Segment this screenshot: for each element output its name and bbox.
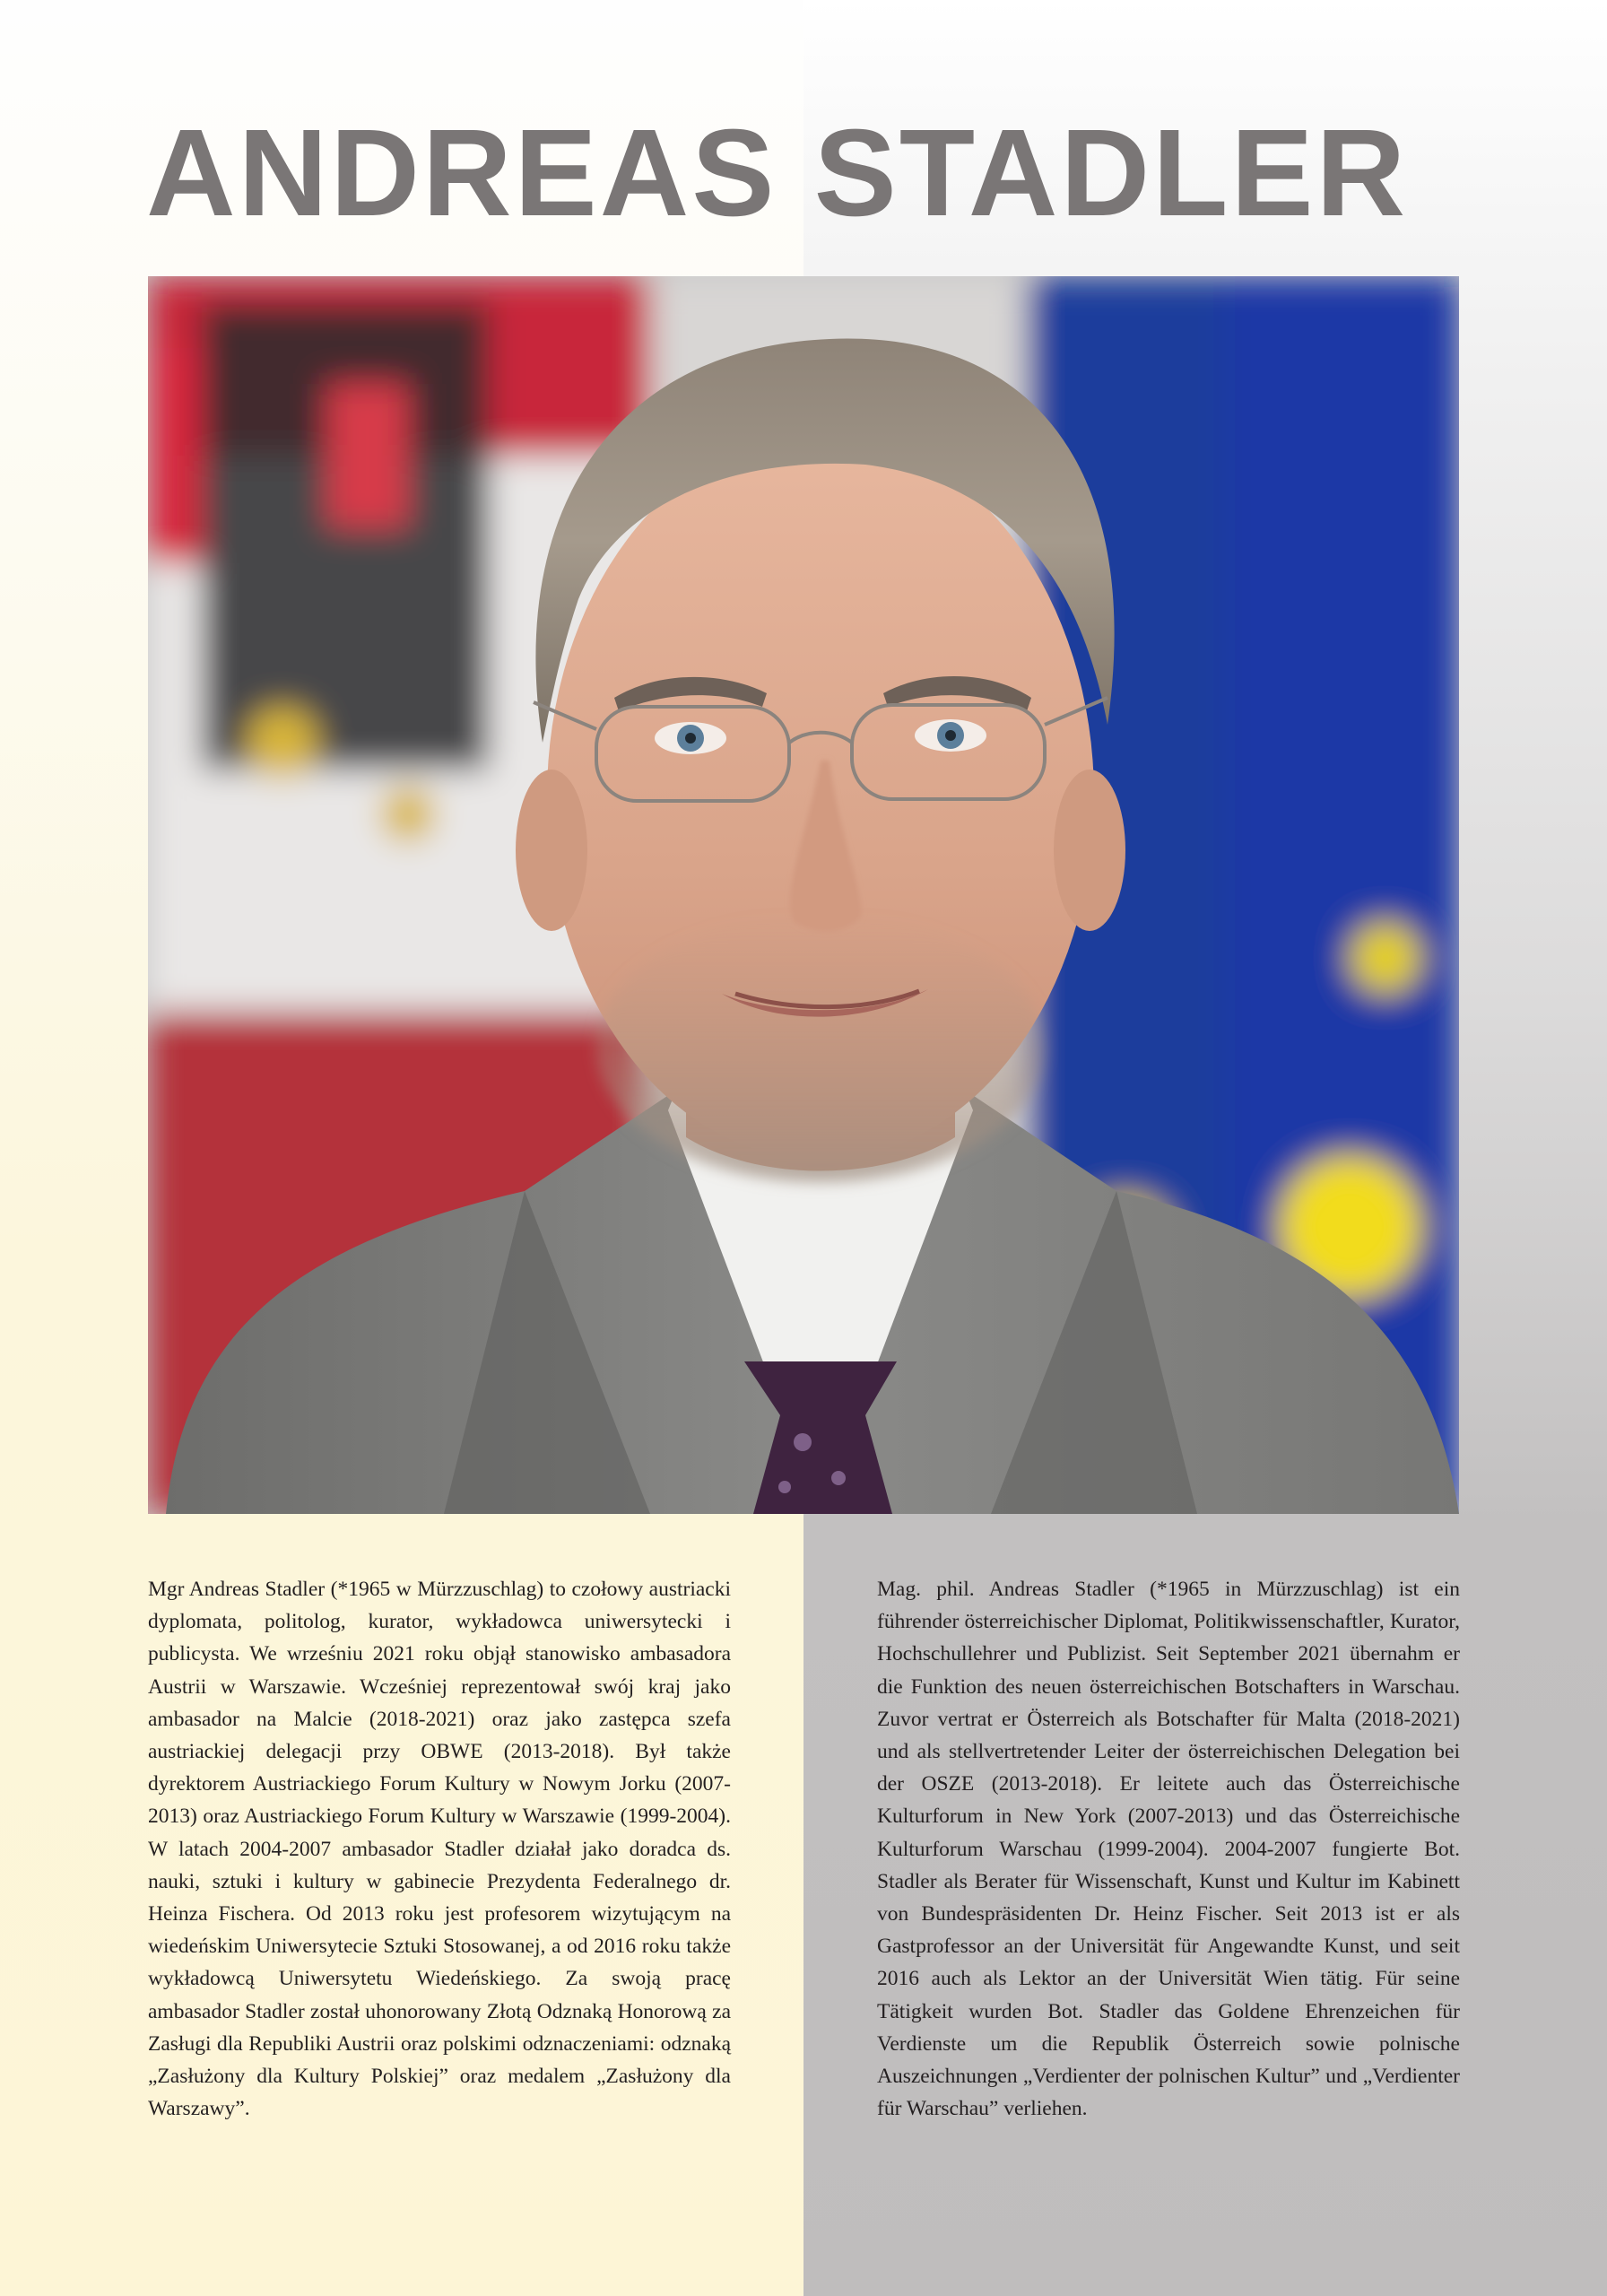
bio-text-polish: Mgr Andreas Stadler (*1965 w Mürzzuschlag) to czołowy austriacki dyplomata, politolog, kurator, wykładowca uniwersytecki i publicysta. We wrześniu 2021 roku objął stanowisko ambasadora Austrii w Warszawie. Wcześniej reprezentował swój kraj jako ambasador na Malcie (2018-2021) oraz jako zastępca szefa austriackiej delegacji przy OBWE (2013-2018). Był także dyrektorem Austriackiego Forum Kultury w Nowym Jorku (2007-2013) oraz Austriackiego Forum Kultury w Warszawie (1999-2004). W latach 2004-2007 ambasador Stadler działał jako doradca ds. nauki, sztuki i kultury w gabinecie Prezydenta Federalnego dr. Heinza Fischera. Od 2013 roku jest profesorem wizytującym na wiedeńskim Uniwersytecie Sztuki Stosowanej, a od 2016 roku także wykładowcą Uniwersytetu Wiedeńskiego. Za swoją pracę ambasador Stadler został uhonorowany Złotą Odznaką Honorową za Zasługi dla Republiki Austrii oraz polskimi odznaczeniami: odznaką „Zasłużony dla Kultury Polskiej” oraz medalem „Zasłużony dla Warszawy”. — [148, 1578, 731, 2121]
bio-text-german: Mag. phil. Andreas Stadler (*1965 in Mürzzuschlag) ist ein führender österreichischer Diplomat, Politikwissenschaftler, Kurator, Hochschullehrer und Publizist. Seit September 2021 übernahm er die Funktion des neuen österreichischen Botschafters in Warschau. Zuvor vertrat er Österreich als Botschafter für Malta (2018-2021) und als stellvertretender Leiter der österreichischen Delegation bei der OSZE (2013-2018). Er leitete auch das Österreichische Kulturforum in New York (2007-2013) und das Österreichische Kulturforum Warschau (1999-2004). 2004-2007 fungierte Bot. Stadler als Berater für Wissenschaft, Kunst und Kultur im Kabinett von Bundespräsidenten Dr. Heinz Fischer. Seit 2013 ist er als Gastprofessor an der Universität für Angewandte Kunst, und seit 2016 auch als Lektor an der Universität Wien tätig. Für seine Tätigkeit wurden Bot. Stadler das Goldene Ehrenzeichen für Verdienste um die Republik Österreich sowie polnische Auszeichnungen „Verdienter der polnischen Kultur” und „Verdienter für Warschau” verliehen. — [877, 1578, 1460, 2121]
page-title: ANDREAS STADLER — [146, 104, 1409, 242]
portrait-photo — [148, 276, 1459, 1514]
